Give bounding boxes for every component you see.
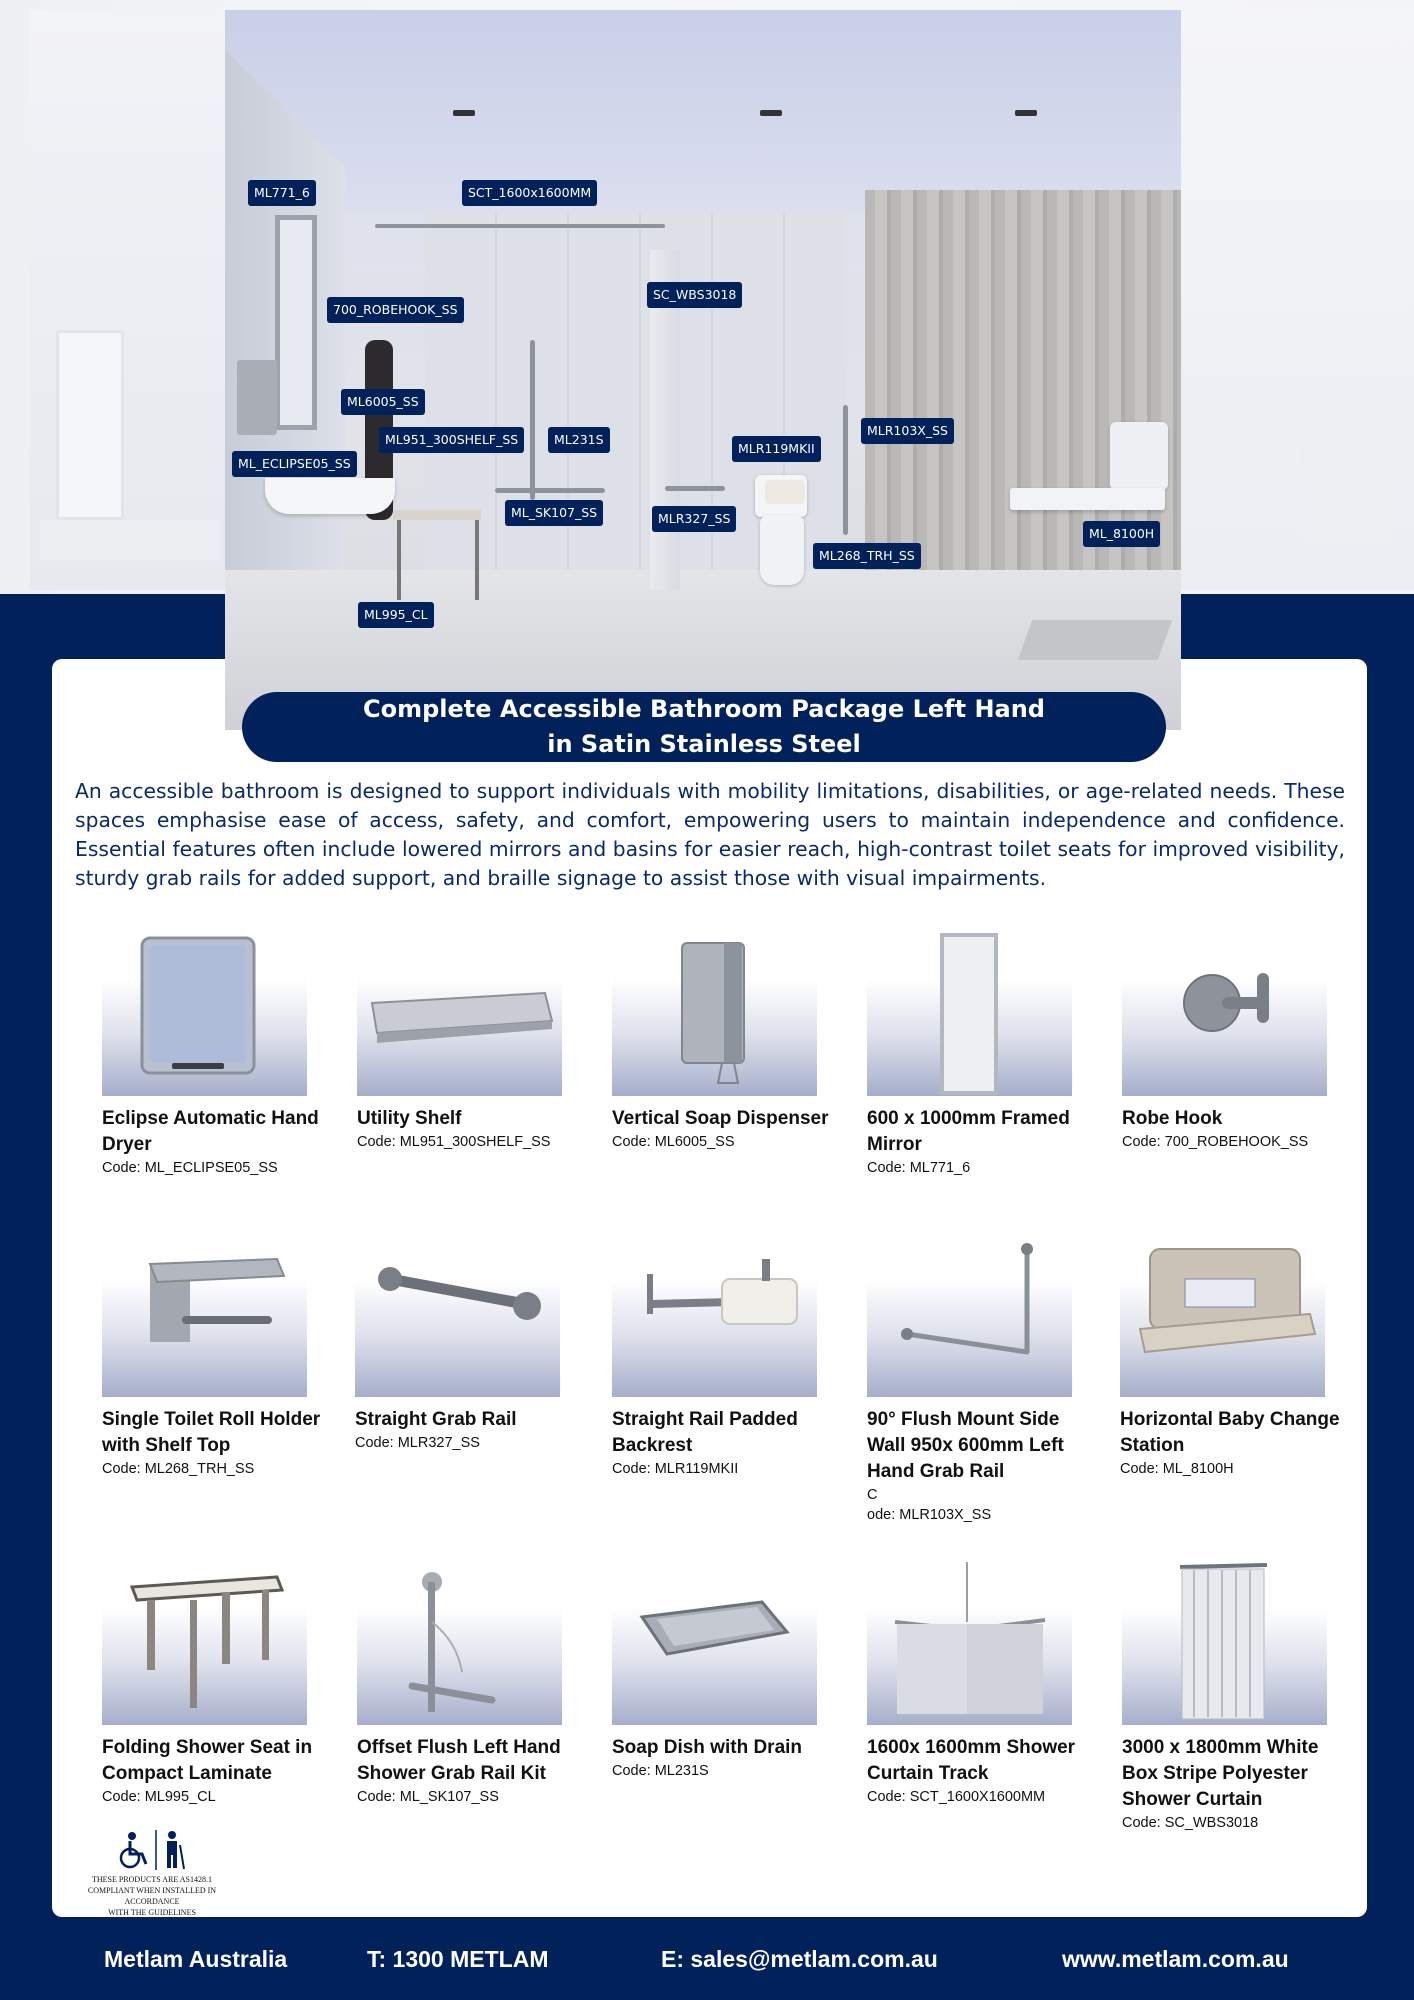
- curtain-track-bar: [375, 224, 665, 228]
- tag-mlr103x: MLR103X_SS: [861, 418, 954, 444]
- product-code: Code: ML6005_SS: [612, 1134, 735, 1150]
- product-card: [1120, 1234, 1350, 1479]
- grab-rail-icon: [355, 1234, 560, 1397]
- product-card: [357, 1562, 587, 1807]
- product-code: Code: SCT_1600X1600MM: [867, 1789, 1046, 1805]
- floor-mat: [1018, 620, 1173, 660]
- compliance-line-1: THESE PRODUCTS ARE AS1428.1: [91, 1875, 213, 1884]
- product-card: [357, 933, 587, 1152]
- product-name: Robe Hook: [1122, 1108, 1223, 1129]
- product-name: 1600x 1600mm Shower Curtain Track: [867, 1737, 1076, 1784]
- product-code: Code: MLR327_SS: [355, 1435, 480, 1451]
- product-card: [867, 1234, 1097, 1525]
- product-card: [867, 1562, 1097, 1807]
- footer-website[interactable]: www.metlam.com.au: [1062, 1946, 1289, 1972]
- product-code: Code: 700_ROBEHOOK_SS: [1122, 1134, 1309, 1150]
- ceiling: [225, 10, 1181, 210]
- product-name: 600 x 1000mm Framed Mirror: [867, 1108, 1070, 1155]
- soap-dispenser-icon: [612, 933, 817, 1096]
- robe-hook-icon: [1122, 933, 1327, 1096]
- product-card: [612, 933, 842, 1152]
- product-name: Offset Flush Left Hand Shower Grab Rail Kit: [357, 1737, 561, 1784]
- hand-dryer-icon: [102, 933, 307, 1096]
- product-name: Horizontal Baby Change Station: [1120, 1409, 1340, 1456]
- change-station-box-render: [1110, 422, 1168, 490]
- curtain-track-icon: [867, 1562, 1072, 1725]
- compliance-text: [62, 1874, 242, 1918]
- footer-company: Metlam Australia: [104, 1946, 288, 1972]
- shower-seat-leg: [475, 520, 479, 600]
- product-card: [102, 933, 332, 1178]
- tag-ml268: ML268_TRH_SS: [813, 543, 921, 569]
- ceiling-light: [760, 110, 782, 116]
- tag-ml6005: ML6005_SS: [341, 389, 425, 415]
- background-change-station: [1300, 440, 1390, 550]
- hand-dryer-render: [237, 360, 277, 435]
- grab-rail-render: [665, 486, 725, 491]
- shower-rail-kit-icon: [357, 1562, 562, 1725]
- ceiling-light: [453, 110, 475, 116]
- product-card: [867, 933, 1097, 1178]
- mirror-icon: [867, 933, 1072, 1096]
- tag-ml-sk107: ML_SK107_SS: [505, 500, 603, 526]
- padded-backrest-icon: [612, 1234, 817, 1397]
- product-code-continued: ode: MLR103X_SS: [867, 1507, 992, 1523]
- product-code: Code: ML995_CL: [102, 1789, 216, 1805]
- product-code: Code: MLR119MKII: [612, 1461, 739, 1477]
- product-code: Code: ML_8100H: [1120, 1461, 1234, 1477]
- product-name: Utility Shelf: [357, 1108, 462, 1129]
- background-mirror: [56, 330, 124, 520]
- tag-ml-8100h: ML_8100H: [1083, 521, 1160, 547]
- product-code: Code: ML_SK107_SS: [357, 1789, 499, 1805]
- tag-robehook: 700_ROBEHOOK_SS: [327, 297, 464, 323]
- footer-email[interactable]: E: sales@metlam.com.au: [661, 1946, 938, 1972]
- product-name: Eclipse Automatic Hand Dryer: [102, 1108, 319, 1155]
- intro-paragraph: An accessible bathroom is designed to support individuals with mobility limitations, disabilities, or age-related needs. These spaces emphasise ease of access, safety, and comfort, empowering users to maintain independence and confidence. Essential features often include lowered mirrors and basins for easier reach, high-contrast toilet seats for improved visibility, sturdy grab rails for added support, and braille signage to assist those with visual impairments.: [75, 779, 1345, 890]
- product-name: Folding Shower Seat in Compact Laminate: [102, 1737, 313, 1784]
- product-name: 3000 x 1800mm White Box Stripe Polyester Shower Curtain: [1122, 1737, 1319, 1810]
- shower-seat-leg: [397, 520, 401, 600]
- product-code: Code: ML231S: [612, 1763, 709, 1779]
- shower-seat-icon: [102, 1562, 307, 1725]
- product-name: Straight Rail Padded Backrest: [612, 1409, 798, 1456]
- product-name: Straight Grab Rail: [355, 1409, 517, 1430]
- product-card: [102, 1234, 332, 1479]
- product-code: Code: ML771_6: [867, 1160, 971, 1176]
- product-code: Code: SC_WBS3018: [1122, 1815, 1259, 1831]
- tag-ml995: ML995_CL: [358, 602, 434, 628]
- product-code: Code: ML268_TRH_SS: [102, 1461, 255, 1477]
- l-grab-rail-icon: [867, 1234, 1072, 1397]
- basin-render: [265, 478, 395, 514]
- compliance-badge: [62, 1830, 242, 1917]
- product-name: Vertical Soap Dispenser: [612, 1108, 829, 1129]
- product-code: Code: ML_ECLIPSE05_SS: [102, 1160, 278, 1176]
- product-card: [612, 1234, 842, 1479]
- shower-seat-render: [393, 510, 481, 520]
- product-card: [1122, 1562, 1352, 1833]
- shower-rail-horizontal: [495, 488, 605, 493]
- shelf-icon: [357, 933, 562, 1096]
- side-grab-rail-render: [843, 405, 848, 535]
- tag-sct: SCT_1600x1600MM: [462, 180, 597, 206]
- tag-ml-eclipse: ML_ECLIPSE05_SS: [232, 451, 357, 477]
- compliance-line-2: COMPLIANT WHEN INSTALLED IN ACCORDANCE: [87, 1886, 217, 1906]
- footer-phone[interactable]: T: 1300 METLAM: [367, 1946, 549, 1972]
- tag-ml771-6: ML771_6: [248, 180, 316, 206]
- mirror-render: [275, 215, 317, 430]
- background-sink: [40, 520, 220, 560]
- shower-rail-render: [530, 340, 535, 500]
- product-name: 90° Flush Mount Side Wall 950x 600mm Left Hand Grab Rail: [867, 1409, 1064, 1482]
- product-name: Soap Dish with Drain: [612, 1737, 803, 1758]
- tag-ml951: ML951_300SHELF_SS: [379, 427, 524, 453]
- page-title-line-1: Complete Accessible Bathroom Package Left Hand: [363, 695, 1045, 723]
- product-card: [612, 1562, 842, 1781]
- shower-curtain-icon: [1122, 1562, 1327, 1725]
- tag-mlr119: MLR119MKII: [732, 436, 821, 462]
- toilet-roll-holder-icon: [102, 1234, 307, 1397]
- product-card: [1122, 933, 1352, 1152]
- tag-sc-wbs3018: SC_WBS3018: [647, 282, 742, 308]
- product-code: Code: ML951_300SHELF_SS: [357, 1134, 551, 1150]
- backrest-render: [765, 480, 805, 504]
- change-table-render: [1010, 488, 1165, 510]
- accessibility-icon: [114, 1830, 194, 1870]
- product-card: [355, 1234, 585, 1453]
- product-name: Single Toilet Roll Holder with Shelf Top: [102, 1409, 321, 1456]
- compliance-line-3: WITH THE GUIDELINES: [108, 1908, 196, 1917]
- ceiling-light: [1015, 110, 1037, 116]
- toilet-bowl-render: [760, 515, 804, 585]
- tag-ml231s: ML231S: [548, 427, 610, 453]
- product-card: [102, 1562, 332, 1807]
- product-code: C: [867, 1487, 878, 1503]
- soap-dish-icon: [612, 1562, 817, 1725]
- page-title-line-2: in Satin Stainless Steel: [547, 730, 861, 758]
- tag-mlr327: MLR327_SS: [652, 506, 736, 532]
- page-title: [242, 692, 1166, 762]
- baby-change-icon: [1120, 1234, 1325, 1397]
